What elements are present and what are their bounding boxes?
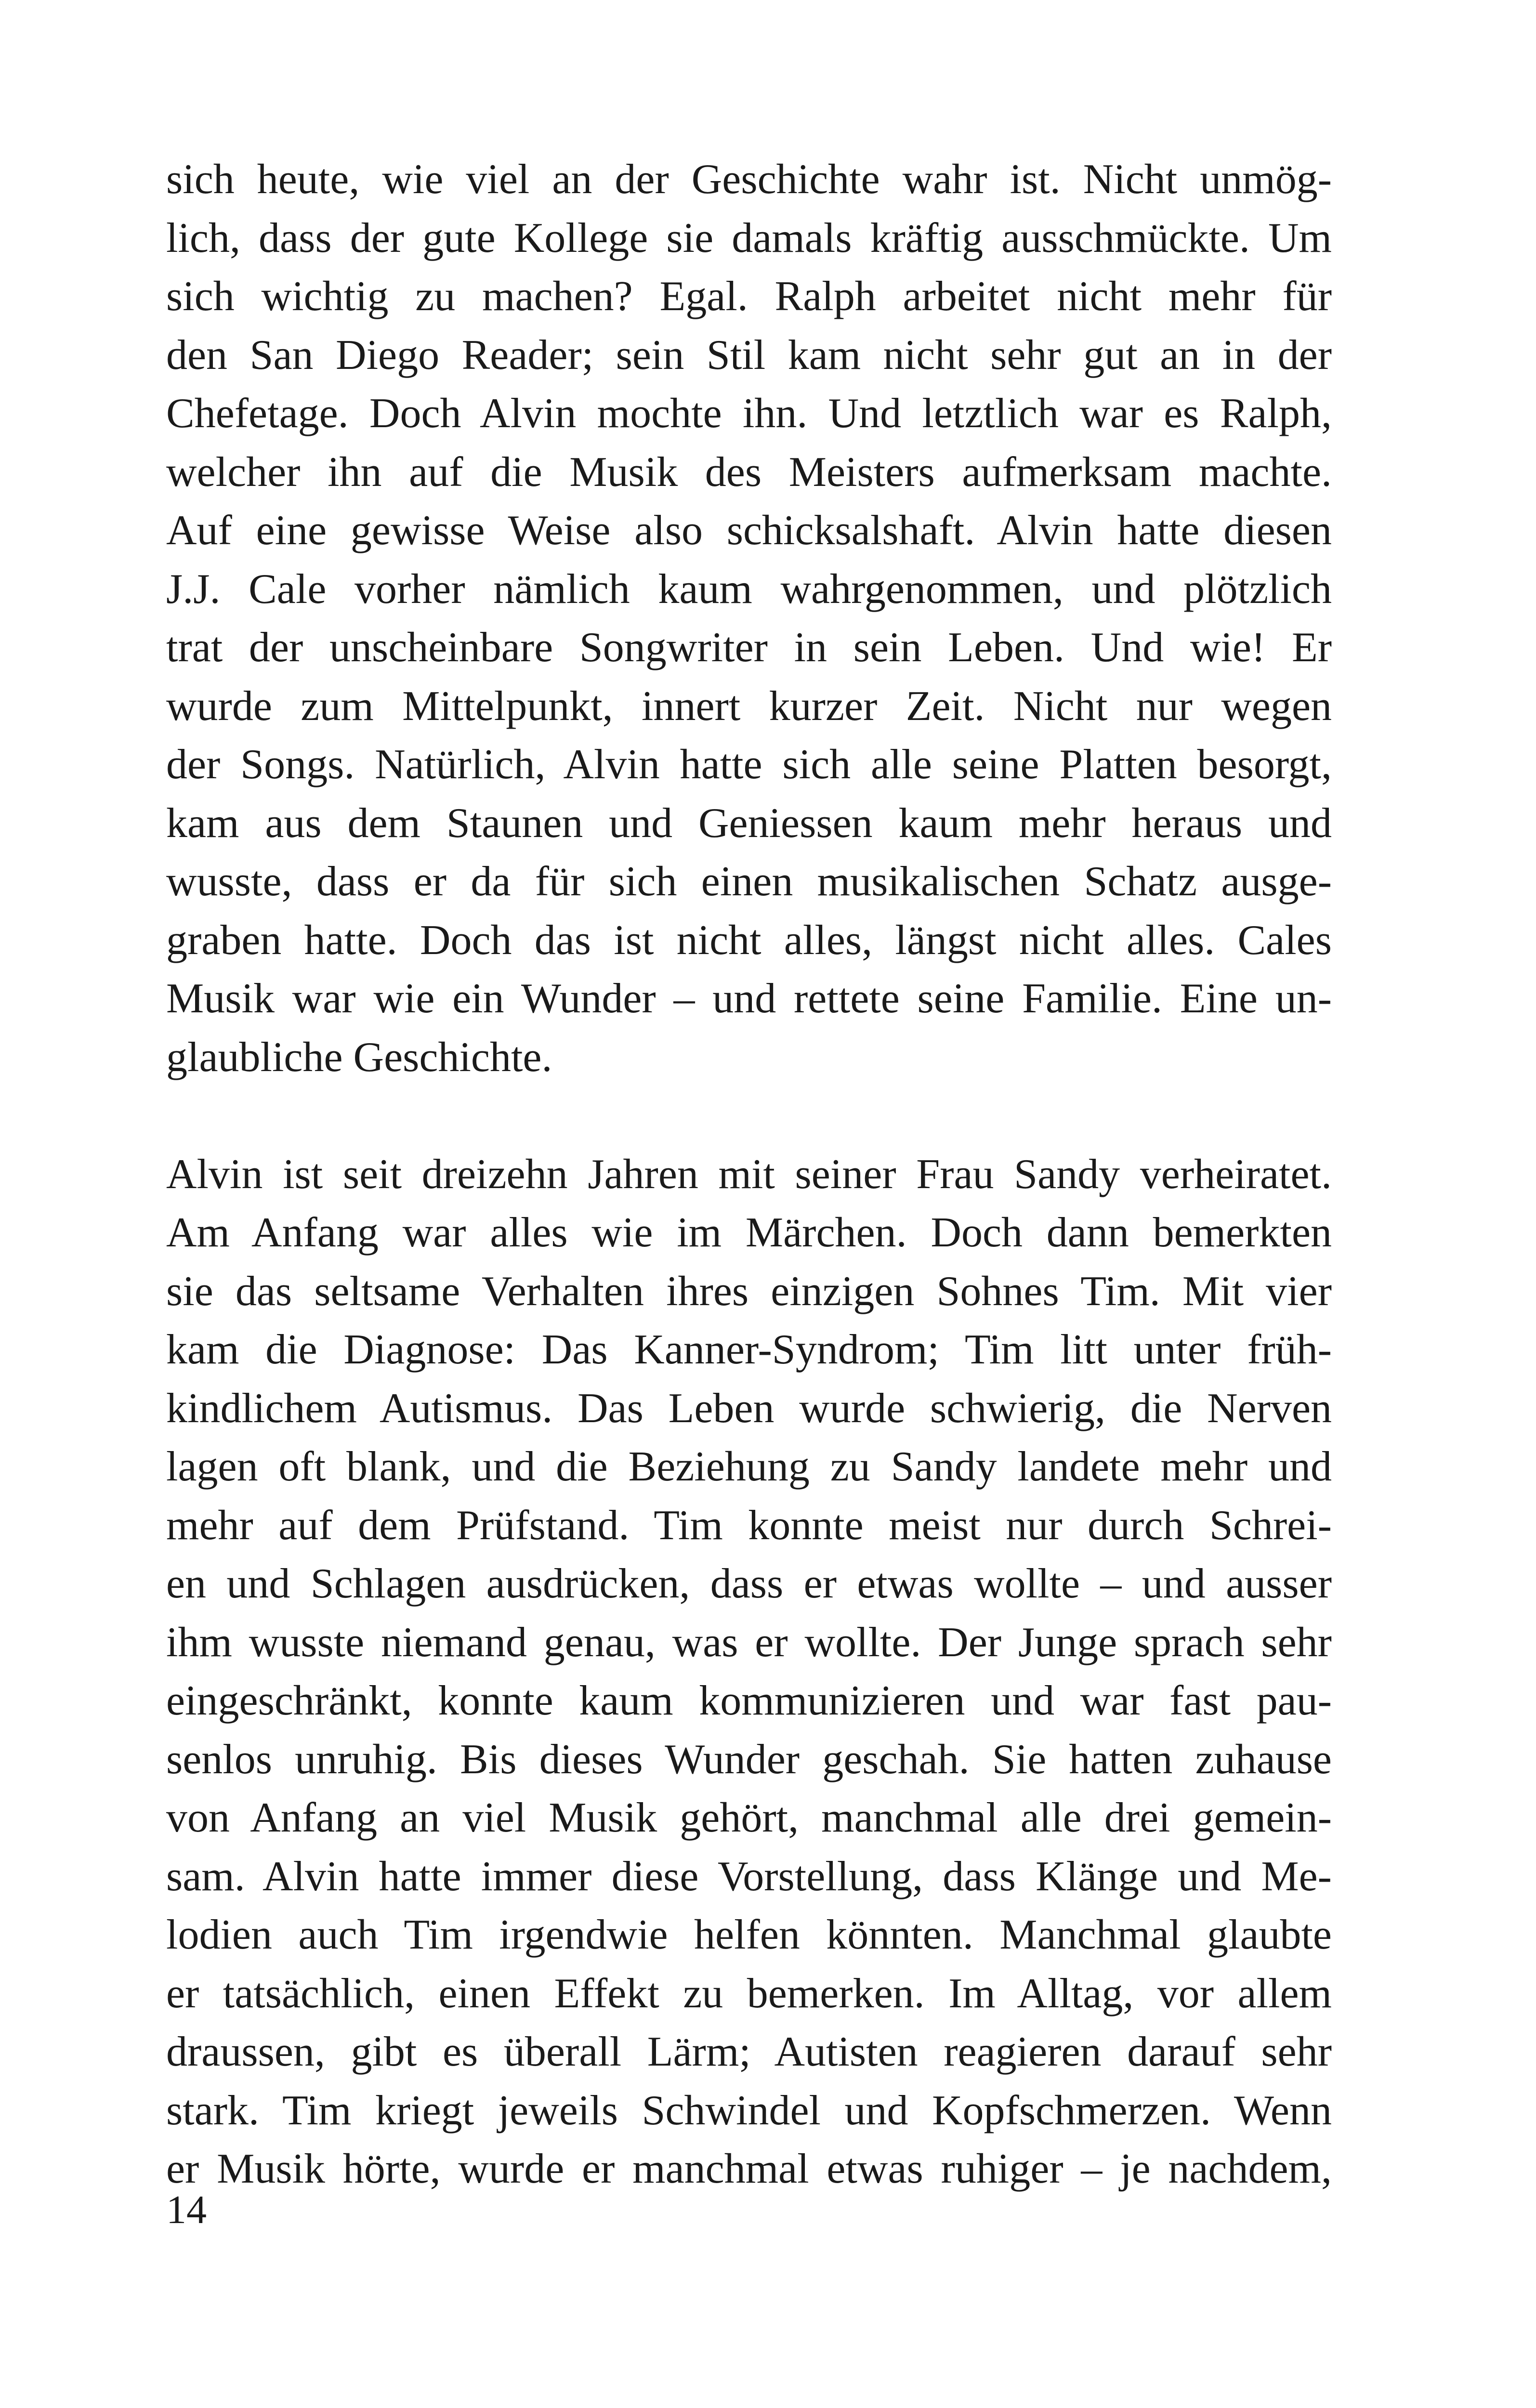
text-line: lodien auch Tim irgendwie helfen könnten. Manchmal glaubte	[166, 1911, 1332, 1958]
text-line: kindlichem Autismus. Das Leben wurde schwierig, die Nerven	[166, 1385, 1332, 1432]
text-line: er tatsächlich, einen Effekt zu bemerken. Im Alltag, vor allem	[166, 1970, 1332, 2017]
text-line: kam aus dem Staunen und Geniessen kaum mehr heraus und	[166, 799, 1332, 847]
text-line: mehr auf dem Prüfstand. Tim konnte meist nur durch Schrei-	[166, 1502, 1332, 1549]
text-line: der Songs. Natürlich, Alvin hatte sich alle seine Platten besorgt,	[166, 741, 1332, 788]
text-line: Auf eine gewisse Weise also schicksalshaft. Alvin hatte diesen	[166, 507, 1332, 554]
text-line: Musik war wie ein Wunder – und rettete seine Familie. Eine un-	[166, 975, 1332, 1022]
text-line: sich wichtig zu machen? Egal. Ralph arbeitet nicht mehr für	[166, 273, 1332, 320]
paragraph-2	[166, 1145, 1332, 2199]
text-line: lich, dass der gute Kollege sie damals kräftig ausschmückte. Um	[166, 214, 1332, 262]
text-line: draussen, gibt es überall Lärm; Autisten reagieren darauf sehr	[166, 2028, 1332, 2075]
text-line: er Musik hörte, wurde er manchmal etwas ruhiger – je nachdem,	[166, 2146, 1332, 2192]
text-line: J.J. Cale vorher nämlich kaum wahrgenommen, und plötzlich	[166, 565, 1332, 613]
page-number: 14	[166, 2187, 207, 2232]
text-line: en und Schlagen ausdrücken, dass er etwas wollte – und ausser	[166, 1560, 1332, 1607]
paragraph-gap	[166, 1086, 1332, 1145]
text-line: sam. Alvin hatte immer diese Vorstellung, dass Klänge und Me-	[166, 1853, 1332, 1900]
text-line: von Anfang an viel Musik gehört, manchmal alle drei gemein-	[166, 1794, 1332, 1841]
page-body	[166, 150, 1332, 2199]
text-line: Am Anfang war alles wie im Märchen. Doch dann bemerkten	[166, 1209, 1332, 1256]
text-line: lagen oft blank, und die Beziehung zu Sandy landete mehr und	[166, 1443, 1332, 1490]
paragraph-1	[166, 150, 1332, 1086]
text-line: graben hatte. Doch das ist nicht alles, längst nicht alles. Cales	[166, 916, 1332, 964]
text-line: kam die Diagnose: Das Kanner-Syndrom; Tim litt unter früh-	[166, 1326, 1332, 1373]
text-line: senlos unruhig. Bis dieses Wunder geschah. Sie hatten zuhause	[166, 1736, 1332, 1783]
text-line: trat der unscheinbare Songwriter in sein Leben. Und wie! Er	[166, 624, 1332, 671]
text-line: welcher ihn auf die Musik des Meisters aufmerksam machte.	[166, 448, 1332, 496]
text-line: sie das seltsame Verhalten ihres einzigen Sohnes Tim. Mit vier	[166, 1268, 1332, 1315]
text-line: glaubliche Geschichte.	[166, 1034, 552, 1081]
text-line: eingeschränkt, konnte kaum kommunizieren und war fast pau-	[166, 1677, 1332, 1724]
text-line: den San Diego Reader; sein Stil kam nicht sehr gut an in der	[166, 331, 1332, 379]
text-line: ihm wusste niemand genau, was er wollte. Der Junge sprach sehr	[166, 1619, 1332, 1666]
text-line: Alvin ist seit dreizehn Jahren mit seiner Frau Sandy verheiratet.	[166, 1151, 1332, 1198]
text-line: sich heute, wie viel an der Geschichte wahr ist. Nicht unmög-	[166, 156, 1332, 203]
text-line: stark. Tim kriegt jeweils Schwindel und Kopfschmerzen. Wenn	[166, 2087, 1332, 2134]
text-line: wurde zum Mittelpunkt, innert kurzer Zeit. Nicht nur wegen	[166, 682, 1332, 730]
text-line: wusste, dass er da für sich einen musikalischen Schatz ausge-	[166, 858, 1332, 905]
text-line: Chefetage. Doch Alvin mochte ihn. Und letztlich war es Ralph,	[166, 390, 1332, 437]
